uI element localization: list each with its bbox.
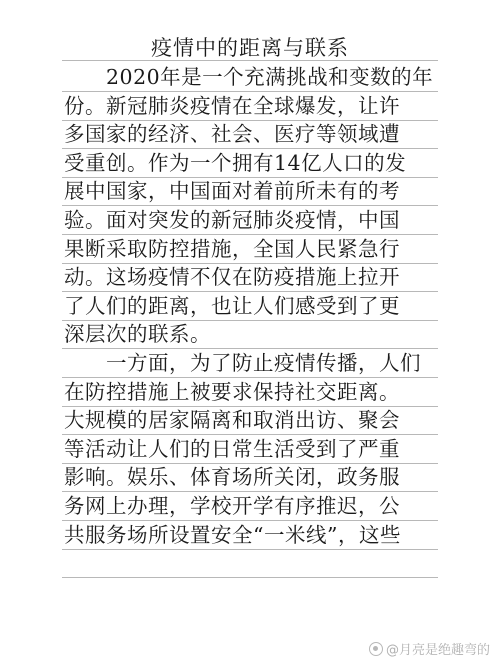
text-line: 份。新冠肺炎疫情在全球爆发，让许 xyxy=(64,93,400,118)
text-line: 动。这场疫情不仅在防疫措施上拉开 xyxy=(64,265,400,290)
text-line: 共服务场所设置安全“一米线”，这些 xyxy=(64,522,401,547)
text-line: 在防控措施上被要求保持社交距离。 xyxy=(64,379,400,404)
text-line: 多国家的经济、社会、医疗等领域遭 xyxy=(64,122,400,147)
ruled-line xyxy=(62,549,438,550)
text-line: 深层次的联系。 xyxy=(64,322,211,347)
text-line: 一方面，为了防止疫情传播，人们 xyxy=(64,351,421,375)
watermark-logo-icon xyxy=(369,642,383,656)
ruled-line xyxy=(62,577,438,578)
text-line: 等活动让人们的日常生活受到了严重 xyxy=(64,436,400,461)
text-line: 果断采取防控措施，全国人民紧急行 xyxy=(64,236,400,261)
text-line: 务网上办理，学校开学有序推迟，公 xyxy=(64,494,400,518)
watermark-text: @月亮是绝趣弯的 xyxy=(385,643,490,658)
page-title: 疫情中的距离与联系 xyxy=(151,36,349,60)
text-line: 影响。娱乐、体育场所关闭，政务服 xyxy=(64,465,400,490)
text-line: 展中国家，中国面对着前所未有的考 xyxy=(64,179,400,204)
text-line: 了人们的距离，也让人们感受到了更 xyxy=(64,293,400,318)
text-line: 验。面对突发的新冠肺炎疫情，中国 xyxy=(64,208,400,232)
text-line: 受重创。作为一个拥有14亿人口的发 xyxy=(64,150,407,175)
text-line: 2020年是一个充满挑战和变数的年 xyxy=(64,65,434,89)
watermark xyxy=(369,639,490,658)
text-line: 大规模的居家隔离和取消出访、聚会 xyxy=(64,408,400,433)
